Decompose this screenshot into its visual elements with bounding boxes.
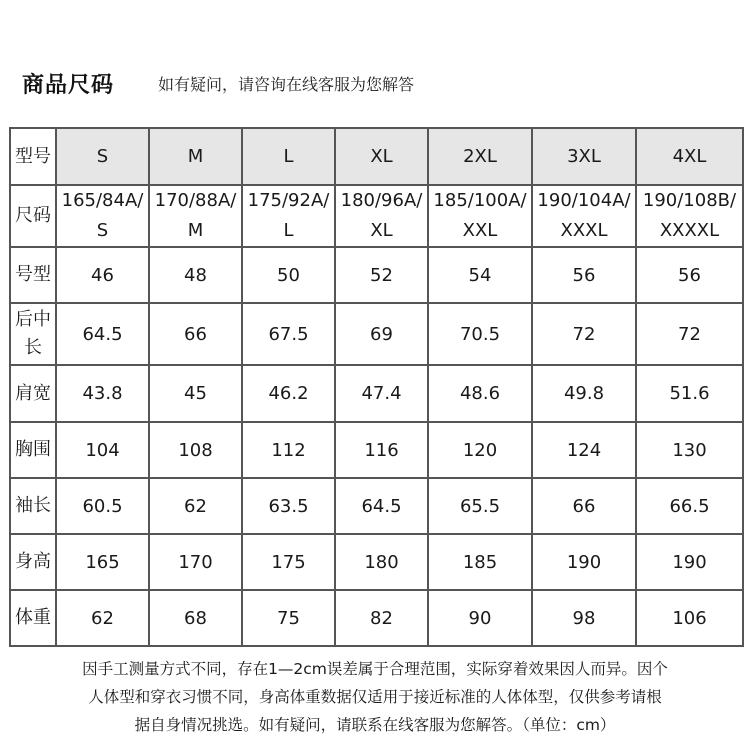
table-cell: 170 [149, 534, 242, 590]
table-cell: 66 [149, 303, 242, 365]
size-code-letter: S [96, 220, 109, 241]
row-label-back-length: 后中长 [10, 303, 56, 365]
table-cell: 70.5 [428, 303, 532, 365]
note-line: 据自身情况挑选。如有疑问，请联系在线客服为您解答。（单位：cm） [134, 716, 616, 734]
row-label-shoulder: 肩宽 [10, 365, 56, 422]
table-cell: 64.5 [56, 303, 149, 365]
table-cell: 52 [335, 247, 428, 303]
table-cell: 54 [428, 247, 532, 303]
table-cell: 190 [532, 534, 636, 590]
table-cell: 56 [532, 247, 636, 303]
note-line: 因手工测量方式不同，存在1—2cm误差属于合理范围，实际穿着效果因人而异。因个 [82, 660, 668, 678]
row-label-weight: 体重 [10, 590, 56, 646]
table-row-shoulder [10, 365, 743, 422]
page-title: 商品尺码 [22, 72, 115, 98]
row-label-sleeve: 袖长 [10, 478, 56, 534]
header [22, 66, 414, 100]
table-row-model [10, 128, 743, 185]
table-cell: 63.5 [242, 478, 335, 534]
row-label-model: 型号 [10, 128, 56, 185]
measurement-notes [14, 655, 736, 739]
size-code-spec: 170/88A/ [154, 190, 237, 211]
table-cell: 185 [428, 534, 532, 590]
table-cell: 62 [56, 590, 149, 646]
table-cell: 124 [532, 422, 636, 478]
table-cell: 68 [149, 590, 242, 646]
size-code-cell [56, 185, 149, 247]
table-cell: 112 [242, 422, 335, 478]
table-cell: 46.2 [242, 365, 335, 422]
table-cell: 66.5 [636, 478, 743, 534]
size-code-cell [242, 185, 335, 247]
table-cell: 49.8 [532, 365, 636, 422]
size-code-spec: 185/100A/ [433, 190, 527, 211]
table-cell: 180 [335, 534, 428, 590]
table-cell: 47.4 [335, 365, 428, 422]
row-label-haoxing: 号型 [10, 247, 56, 303]
table-cell: 46 [56, 247, 149, 303]
size-chart-table [9, 127, 744, 647]
table-cell: 60.5 [56, 478, 149, 534]
size-code-spec: 190/108B/ [642, 190, 737, 211]
size-code-letter: XXXXL [659, 220, 720, 241]
table-row-sleeve [10, 478, 743, 534]
size-header-s: S [56, 128, 149, 185]
table-cell: 108 [149, 422, 242, 478]
size-code-spec: 175/92A/ [247, 190, 330, 211]
table-row-chest [10, 422, 743, 478]
page-subtitle: 如有疑问，请咨询在线客服为您解答 [158, 74, 415, 94]
size-header-m: M [149, 128, 242, 185]
table-cell: 116 [335, 422, 428, 478]
size-code-letter: XL [370, 220, 393, 241]
table-cell: 82 [335, 590, 428, 646]
size-code-spec: 165/84A/ [61, 190, 144, 211]
table-cell: 50 [242, 247, 335, 303]
table-row-height [10, 534, 743, 590]
table-cell: 51.6 [636, 365, 743, 422]
size-code-cell [532, 185, 636, 247]
table-cell: 69 [335, 303, 428, 365]
size-code-letter: L [283, 220, 294, 241]
size-code-cell [636, 185, 743, 247]
table-cell: 64.5 [335, 478, 428, 534]
size-code-cell [335, 185, 428, 247]
table-cell: 106 [636, 590, 743, 646]
size-code-cell [428, 185, 532, 247]
size-code-letter: XXXL [560, 220, 608, 241]
table-row-weight [10, 590, 743, 646]
size-header-2xl: 2XL [428, 128, 532, 185]
size-header-4xl: 4XL [636, 128, 743, 185]
table-cell: 72 [532, 303, 636, 365]
size-code-letter: XXL [462, 220, 498, 241]
table-cell: 56 [636, 247, 743, 303]
table-row-size-code [10, 185, 743, 247]
size-header-3xl: 3XL [532, 128, 636, 185]
table-cell: 98 [532, 590, 636, 646]
table-row-back-length [10, 303, 743, 365]
row-label-size-code: 尺码 [10, 185, 56, 247]
row-label-chest: 胸围 [10, 422, 56, 478]
table-cell: 104 [56, 422, 149, 478]
table-cell: 66 [532, 478, 636, 534]
size-code-letter: M [187, 220, 204, 241]
note-line: 人体型和穿衣习惯不同，身高体重数据仅适用于接近标准的人体体型，仅供参考请根 [88, 688, 662, 706]
table-cell: 130 [636, 422, 743, 478]
table-cell: 67.5 [242, 303, 335, 365]
table-cell: 48.6 [428, 365, 532, 422]
table-cell: 62 [149, 478, 242, 534]
table-cell: 190 [636, 534, 743, 590]
table-cell: 90 [428, 590, 532, 646]
table-cell: 165 [56, 534, 149, 590]
row-label-height: 身高 [10, 534, 56, 590]
table-cell: 72 [636, 303, 743, 365]
size-code-cell [149, 185, 242, 247]
table-cell: 75 [242, 590, 335, 646]
table-cell: 48 [149, 247, 242, 303]
size-header-l: L [242, 128, 335, 185]
table-cell: 120 [428, 422, 532, 478]
table-row-haoxing [10, 247, 743, 303]
table-cell: 65.5 [428, 478, 532, 534]
table-cell: 45 [149, 365, 242, 422]
table-cell: 43.8 [56, 365, 149, 422]
size-header-xl: XL [335, 128, 428, 185]
size-code-spec: 180/96A/ [340, 190, 423, 211]
table-cell: 175 [242, 534, 335, 590]
size-code-spec: 190/104A/ [537, 190, 631, 211]
